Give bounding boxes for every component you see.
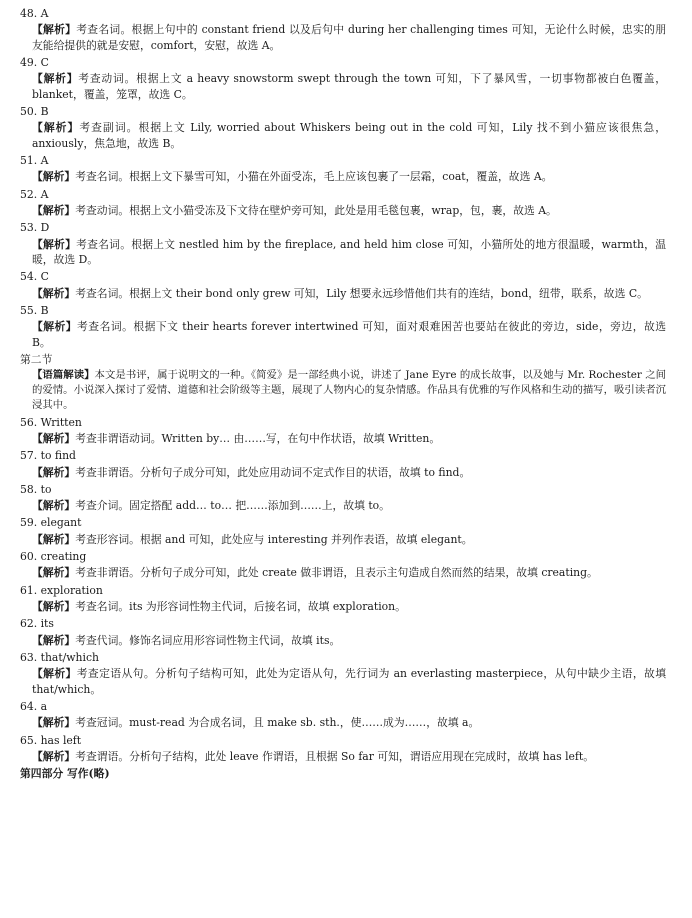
answer-explanation xyxy=(20,599,666,614)
answer-item xyxy=(20,269,666,301)
answer-item xyxy=(20,187,666,219)
answer-explanation xyxy=(20,319,666,350)
answer-explanation xyxy=(20,715,666,730)
explanation-text: 考查代词。修饰名词应用形容词性物主代词，故填 its。 xyxy=(75,633,341,647)
explanation-tag: 【解析】 xyxy=(32,600,76,614)
explanation-tag: 【解析】 xyxy=(32,566,76,580)
answer-number: 62. its xyxy=(20,617,54,631)
answer-explanation xyxy=(20,498,666,513)
answer-item xyxy=(20,303,666,350)
explanation-text: 考查非谓语。分析句子成分可知，此处应用动词不定式作目的状语，故填 to find。 xyxy=(75,465,471,479)
answer-item xyxy=(20,482,666,514)
answer-number: 50. B xyxy=(20,104,49,118)
interpretation-tag: 【语篇解读】 xyxy=(32,369,95,382)
answer-explanation xyxy=(20,120,666,151)
explanation-tag: 【解析】 xyxy=(32,286,76,300)
explanation-tag: 【解析】 xyxy=(32,203,76,217)
explanation-text: 考查名词。根据上文 their bond only grew 可知，Lily 想要永远珍惜他们共有的连结，bond，纽带，联系，故选 C。 xyxy=(75,286,648,300)
explanation-tag: 【解析】 xyxy=(32,750,76,764)
explanation-tag: 【解析】 xyxy=(32,667,77,681)
answer-number: 57. to find xyxy=(20,449,76,463)
explanation-text: 考查名词。根据上文下暴雪可知，小猫在外面受冻，毛上应该包裹了一层霜，coat，覆盖，故选 A。 xyxy=(75,170,553,184)
explanation-tag: 【解析】 xyxy=(32,499,76,513)
answer-item xyxy=(20,616,666,648)
answer-number: 63. that/which xyxy=(20,651,99,665)
explanation-text: 考查名词。根据下文 their hearts forever intertwined 可知，面对艰难困苦也要站在彼此的旁边，side，旁边，故选 B。 xyxy=(32,320,667,349)
answer-number: 56. Written xyxy=(20,415,82,429)
answer-item xyxy=(20,415,666,447)
explanation-tag: 【解析】 xyxy=(32,320,78,334)
explanation-text: 考查冠词。must-read 为合成名词，且 make sb. sth.，使……成为……，故填 a。 xyxy=(75,716,480,730)
answer-explanation xyxy=(20,203,666,218)
answer-explanation xyxy=(20,431,666,446)
answer-item xyxy=(20,583,666,615)
explanation-tag: 【解析】 xyxy=(32,716,76,730)
explanation-text: 考查介词。固定搭配 add… to… 把……添加到……上，故填 to。 xyxy=(75,499,390,513)
answer-explanation xyxy=(20,749,666,764)
answer-number: 65. has left xyxy=(20,733,82,747)
answer-item xyxy=(20,448,666,480)
answer-explanation xyxy=(20,465,666,480)
explanation-tag: 【解析】 xyxy=(32,170,76,184)
answer-number: 49. C xyxy=(20,55,49,69)
answer-number: 60. creating xyxy=(20,550,87,564)
passage-interpretation xyxy=(20,368,666,412)
answer-explanation xyxy=(20,532,666,547)
answer-item xyxy=(20,699,666,731)
explanation-text: 考查形容词。根据 and 可知，此处应与 interesting 并列作表语，故填 elegant。 xyxy=(75,532,473,546)
answer-explanation xyxy=(20,666,666,697)
answer-item xyxy=(20,6,666,53)
answer-item xyxy=(20,733,666,765)
part4-heading: 第四部分 写作(略) xyxy=(20,767,110,781)
answer-explanation xyxy=(20,237,666,268)
answer-number: 61. exploration xyxy=(20,583,103,597)
explanation-tag: 【解析】 xyxy=(32,23,77,37)
explanation-tag: 【解析】 xyxy=(32,633,76,647)
answer-number: 64. a xyxy=(20,700,48,714)
explanation-text: 考查谓语。分析句子结构，此处 leave 作谓语，且根据 So far 可知，谓语应用现在完成时，故填 has left。 xyxy=(75,750,595,764)
answer-number: 52. A xyxy=(20,187,49,201)
answer-item xyxy=(20,55,666,102)
answer-number: 51. A xyxy=(20,153,49,167)
answer-explanation xyxy=(20,286,666,301)
answer-item xyxy=(20,650,666,697)
answer-item xyxy=(20,515,666,547)
explanation-tag: 【解析】 xyxy=(32,465,76,479)
explanation-text: 考查动词。根据上文 a heavy snowstorm swept through the town 可知，下了暴风雪，一切事物都被白色覆盖，blanket，覆盖，笼罩，故选 C。 xyxy=(32,72,667,101)
explanation-tag: 【解析】 xyxy=(32,121,80,135)
answer-explanation xyxy=(20,633,666,648)
answer-number: 55. B xyxy=(20,303,49,317)
answer-explanation xyxy=(20,169,666,184)
answer-list-section2 xyxy=(20,415,666,765)
explanation-text: 考查非谓语动词。Written by… 由……写，在句中作状语，故填 Written。 xyxy=(75,431,441,445)
explanation-text: 考查动词。根据上文小猫受冻及下文待在壁炉旁可知，此处是用毛毯包裹，wrap，包，裹，故选 A。 xyxy=(75,203,557,217)
answer-item xyxy=(20,153,666,185)
answer-explanation xyxy=(20,22,666,53)
answer-number: 48. A xyxy=(20,7,49,20)
explanation-text: 考查副词。根据上文 Lily, worried about Whiskers being out in the cold 可知，Lily 找不到小猫应该很焦急，anxiously，焦急地，故选 B。 xyxy=(32,121,667,150)
explanation-tag: 【解析】 xyxy=(32,431,76,445)
answer-explanation xyxy=(20,71,666,102)
explanation-tag: 【解析】 xyxy=(32,237,77,251)
explanation-text: 考查名词。its 为形容词性物主代词，后接名词，故填 exploration。 xyxy=(75,600,406,614)
interpretation-text: 本文是书评，属于说明文的一种。《简爱》是一部经典小说，讲述了 Jane Eyre 的成长故事，以及她与 Mr. Rochester 之间的爱情。小说深入探讨了爱情、道德和社会阶级等主题，展现了人物内心的复杂情感。作品具有优雅的写作风格和生动的描写，吸引读者沉浸其中。 xyxy=(32,369,667,411)
explanation-text: 考查定语从句。分析句子结构可知，此处为定语从句，先行词为 an everlasting masterpiece，从句中缺少主语，故填 that/which。 xyxy=(32,667,667,696)
explanation-text: 考查非谓语。分析句子成分可知，此处 create 做非谓语，且表示主句造成自然而然的结果，故填 creating。 xyxy=(75,566,598,580)
answer-number: 58. to xyxy=(20,482,52,496)
section-title: 第二节 xyxy=(20,352,53,366)
answer-number: 59. elegant xyxy=(20,516,82,530)
answer-number: 54. C xyxy=(20,270,49,284)
answer-item xyxy=(20,220,666,267)
explanation-text: 考查名词。根据上句中的 constant friend 以及后句中 during her challenging times 可知，无论什么时候，忠实的朋友能给提供的就是安慰，comfort，安慰，故选 A。 xyxy=(32,23,667,52)
answer-number: 53. D xyxy=(20,221,50,235)
answer-item xyxy=(20,104,666,151)
explanation-tag: 【解析】 xyxy=(32,72,79,86)
explanation-tag: 【解析】 xyxy=(32,532,76,546)
answer-list-section1 xyxy=(20,6,666,350)
answer-item xyxy=(20,549,666,581)
explanation-text: 考查名词。根据上文 nestled him by the fireplace, and held him close 可知，小猫所处的地方很温暖，warmth，温暖，故选 D。 xyxy=(32,237,667,266)
answer-explanation xyxy=(20,565,666,580)
